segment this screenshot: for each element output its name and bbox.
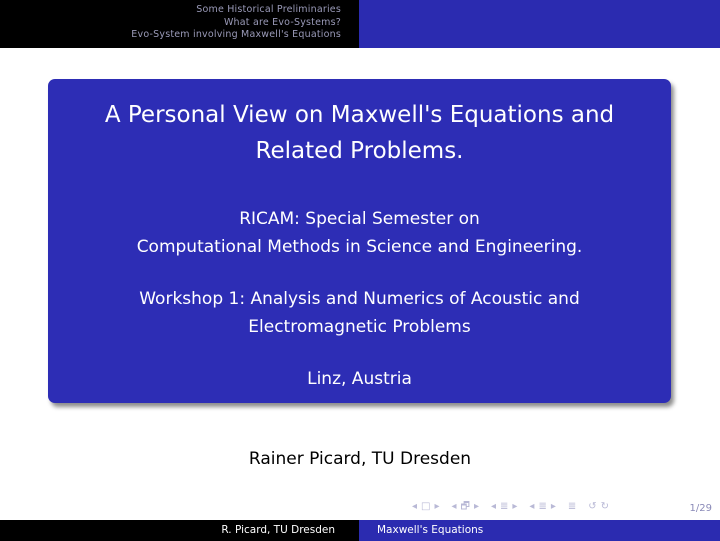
footer-title: Maxwell's Equations: [377, 524, 484, 536]
event-subtitle: [58, 205, 661, 261]
prev-section-icon[interactable]: ◂: [490, 501, 496, 512]
next-subsection-icon[interactable]: ▸: [473, 501, 479, 512]
nav-section-evo-systems[interactable]: What are Evo-Systems?: [223, 16, 341, 28]
title-line-2: Related Problems.: [255, 138, 464, 164]
back-icon[interactable]: ↺: [588, 501, 597, 512]
footer-author-panel: [0, 520, 359, 541]
subtitle-line-2: Computational Methods in Science and Engineering.: [136, 237, 583, 257]
location: Linz, Austria: [307, 369, 412, 389]
prev-subsection-icon[interactable]: ◂: [451, 501, 457, 512]
footer-title-panel: [359, 520, 720, 541]
subsection-icon[interactable]: 🗗: [460, 501, 470, 512]
section-navigation: [0, 0, 359, 48]
workshop-info: [58, 285, 661, 341]
presentation-title: [68, 97, 651, 169]
next-frame-icon[interactable]: ▸: [434, 501, 440, 512]
prev-frame-icon[interactable]: ◂: [412, 501, 418, 512]
section-list: [131, 4, 341, 42]
author: Rainer Picard, TU Dresden: [248, 449, 472, 469]
page-number: 1/29: [689, 503, 712, 514]
forward-icon[interactable]: ↻: [600, 501, 610, 512]
subtitle-line-1: RICAM: Special Semester on: [239, 209, 480, 229]
footer-bar: [0, 520, 720, 541]
workshop-line-2: Electromagnetic Problems: [248, 317, 471, 337]
workshop-line-1: Workshop 1: Analysis and Numerics of Acoustic and: [139, 289, 580, 309]
nav-section-historical[interactable]: Some Historical Preliminaries: [196, 4, 341, 15]
document-icon[interactable]: ≣: [538, 501, 547, 512]
frame-icon[interactable]: □: [421, 501, 431, 512]
beamer-navigation-symbols: [412, 500, 613, 514]
subsection-navigation: [359, 0, 720, 48]
prev-document-icon[interactable]: ◂: [529, 501, 535, 512]
appendix-icon[interactable]: ≣: [567, 501, 577, 512]
next-section-icon[interactable]: ▸: [512, 501, 518, 512]
title-block: [48, 79, 671, 403]
top-navigation-bar: [0, 0, 720, 48]
title-line-1: A Personal View on Maxwell's Equations and: [104, 102, 615, 128]
section-icon[interactable]: ≣: [500, 501, 509, 512]
next-document-icon[interactable]: ▸: [550, 501, 556, 512]
footer-author: R. Picard, TU Dresden: [221, 524, 335, 536]
nav-section-maxwell[interactable]: Evo-System involving Maxwell's Equations: [131, 29, 341, 40]
